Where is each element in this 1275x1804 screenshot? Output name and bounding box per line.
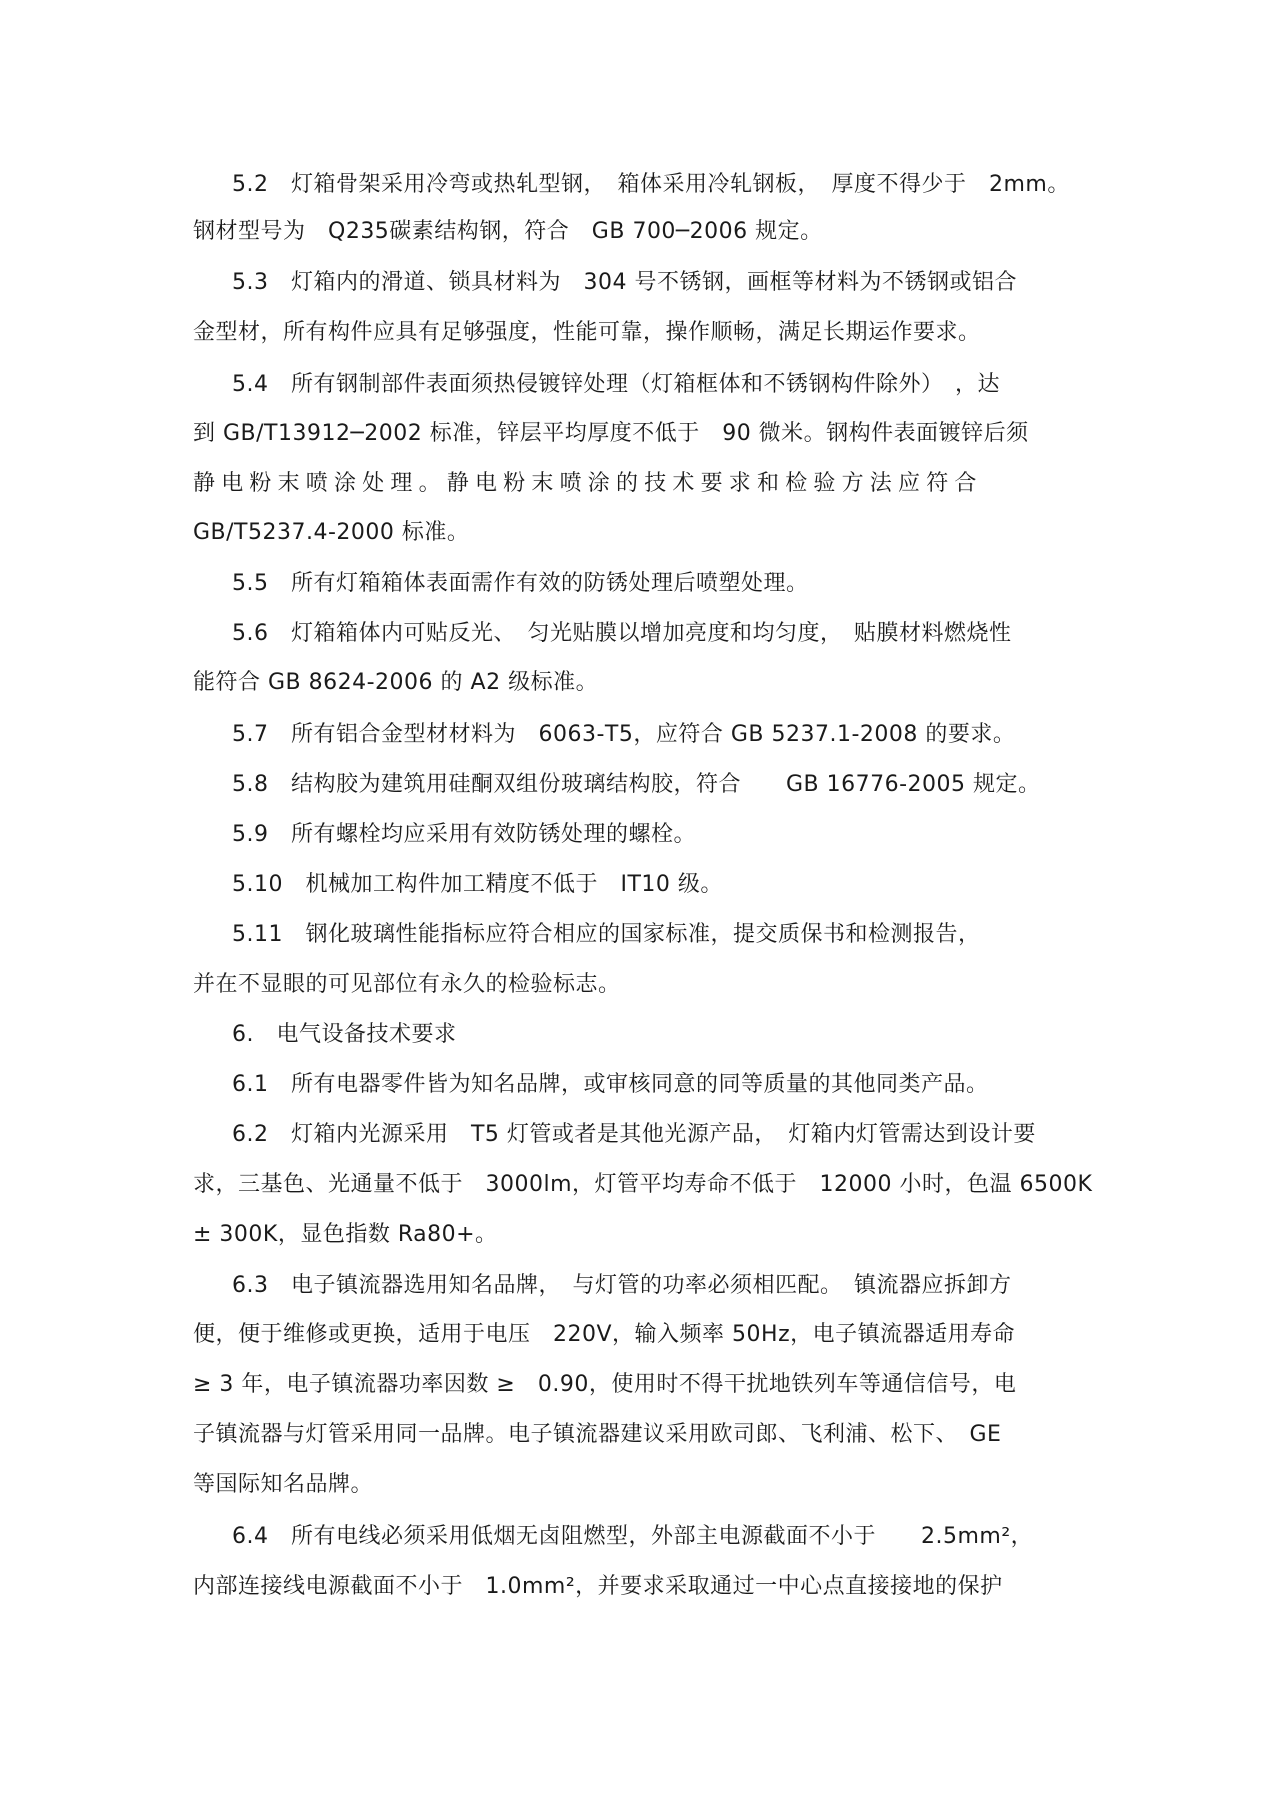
text-line: 并在不显眼的可见部位有永久的检验标志。 (193, 972, 621, 997)
text-line: 6.3 电子镇流器选用知名品牌， 与灯管的功率必须相匹配。 镇流器应拆卸方 (232, 1273, 1012, 1298)
text-line: 5.7 所有铝合金型材材料为 6063-T5，应符合 GB 5237.1-2008 的要求。 (232, 722, 1016, 747)
text-line: 能符合 GB 8624-2006 的 A2 级标准。 (193, 670, 599, 695)
section-heading: 6. 电气设备技术要求 (232, 1022, 457, 1047)
text-line: 5.11 钢化玻璃性能指标应符合相应的国家标准，提交质保书和检测报告， (232, 922, 981, 947)
text-line: 金型材，所有构件应具有足够强度，性能可靠，操作顺畅，满足长期运作要求。 (193, 320, 981, 345)
text-line: 等国际知名品牌。 (193, 1472, 374, 1497)
text-line: 5.4 所有钢制部件表面须热侵镀锌处理（灯箱框体和不锈钢构件除外） ，达 (232, 372, 1000, 397)
text-line: 6.1 所有电器零件皆为知名品牌，或审核同意的同等质量的其他同类产品。 (232, 1072, 989, 1097)
text-line: 5.2 灯箱骨架采用冷弯或热轧型钢， 箱体采用冷轧钢板， 厚度不得少于 2mm。 (232, 172, 1070, 197)
text-line: GB/T5237.4-2000 标准。 (193, 520, 470, 545)
text-line: 5.10 机械加工构件加工精度不低于 IT10 级。 (232, 872, 723, 897)
text-line: 5.8 结构胶为建筑用硅酮双组份玻璃结构胶，符合 GB 16776-2005 规定。 (232, 772, 1041, 797)
text-line: 钢材型号为 Q235碳素结构钢，符合 GB 700─2006 规定。 (193, 219, 823, 244)
text-line: 5.5 所有灯箱箱体表面需作有效的防锈处理后喷塑处理。 (232, 571, 809, 596)
text-line: 5.6 灯箱箱体内可贴反光、 匀光贴膜以增加亮度和均匀度， 贴膜材料燃烧性 (232, 621, 1012, 646)
text-line: 5.9 所有螺栓均应采用有效防锈处理的螺栓。 (232, 822, 696, 847)
text-line: 5.3 灯箱内的滑道、锁具材料为 304 号不锈钢，画框等材料为不锈钢或铝合 (232, 270, 1017, 295)
text-line: 6.2 灯箱内光源采用 T5 灯管或者是其他光源产品， 灯箱内灯管需达到设计要 (232, 1122, 1036, 1147)
text-line: 内部连接线电源截面不小于 1.0mm²，并要求采取通过一中心点直接接地的保护 (193, 1574, 1003, 1599)
text-line: ± 300K，显色指数 Ra80+。 (193, 1222, 498, 1247)
text-line: 6.4 所有电线必须采用低烟无卤阻燃型，外部主电源截面不小于 2.5mm²， (232, 1524, 1034, 1549)
text-line: 到 GB/T13912─2002 标准，锌层平均厚度不低于 90 微米。钢构件表面镀锌后须 (193, 421, 1029, 446)
text-line: 静电粉末喷涂处理。静电粉末喷涂的技术要求和检验方法应符合 (193, 471, 983, 496)
text-line: 便，便于维修或更换，适用于电压 220V，输入频率 50Hz，电子镇流器适用寿命 (193, 1322, 1016, 1347)
text-line: 子镇流器与灯管采用同一品牌。电子镇流器建议采用欧司郎、飞利浦、松下、 GE (193, 1422, 1002, 1447)
text-line: ≥ 3 年，电子镇流器功率因数 ≥ 0.90，使用时不得干扰地铁列车等通信信号，电 (193, 1372, 1017, 1397)
text-line: 求，三基色、光通量不低于 3000lm，灯管平均寿命不低于 12000 小时，色温 6500K (193, 1172, 1093, 1197)
